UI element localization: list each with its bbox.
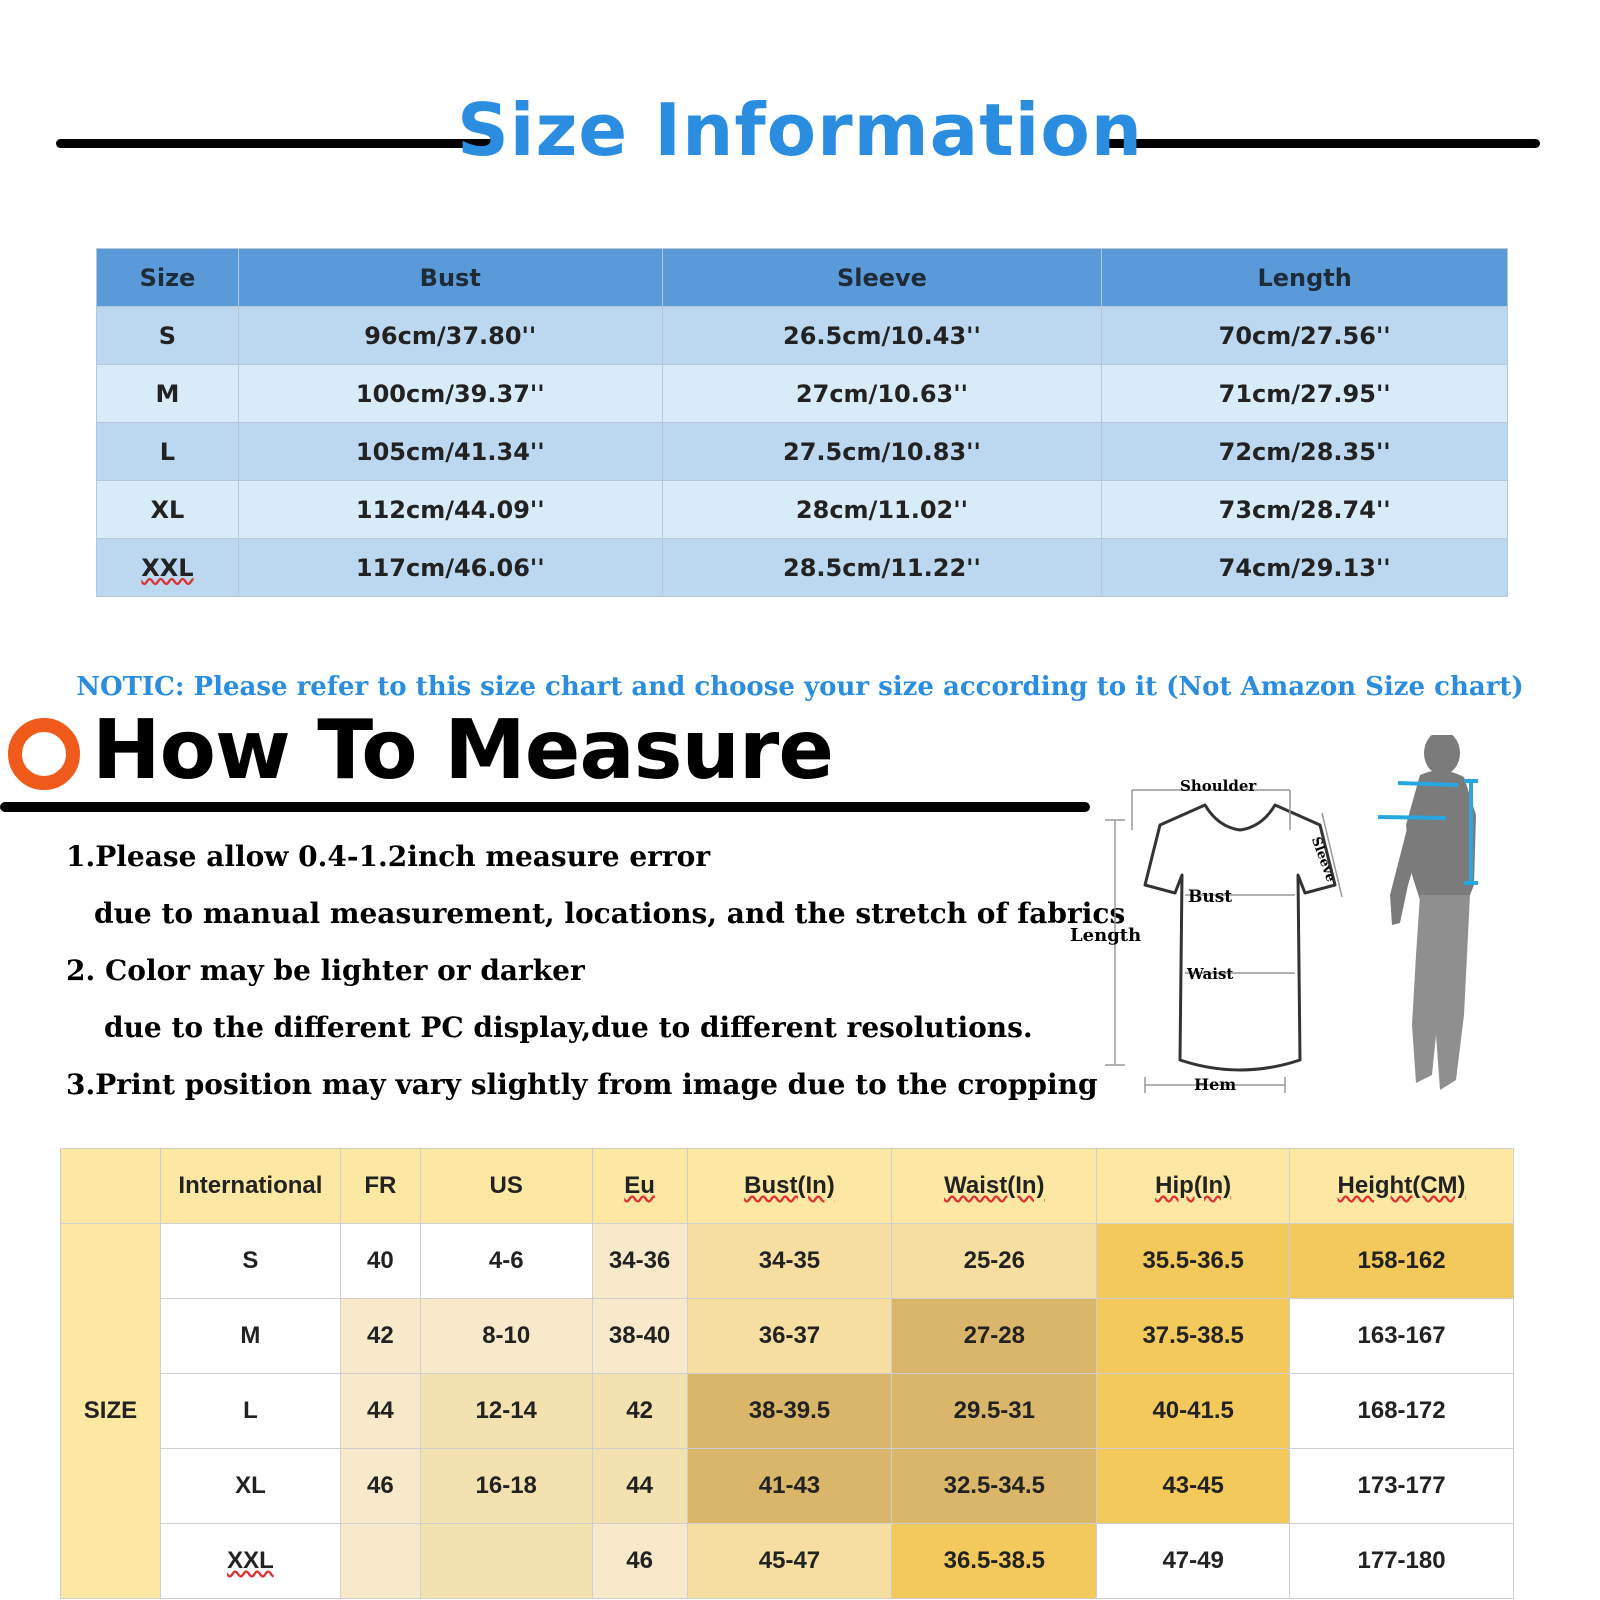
table-cell: 16-18 (420, 1449, 592, 1524)
note-line: 3.Print position may vary slightly from image due to the cropping (66, 1068, 1098, 1101)
table-cell: 44 (592, 1449, 687, 1524)
cell: 71cm/27.95'' (1102, 365, 1508, 423)
table-cell: 158-162 (1290, 1224, 1514, 1299)
header-hip-in: Hip(In) (1097, 1149, 1290, 1224)
conversion-table (60, 1148, 1514, 1599)
conversion-body (61, 1224, 1514, 1599)
table-cell: 163-167 (1290, 1299, 1514, 1374)
table-row (61, 1524, 1514, 1599)
table-cell: 43-45 (1097, 1449, 1290, 1524)
table-row (97, 539, 1508, 597)
header-us: US (420, 1149, 592, 1224)
header-international: International (160, 1149, 340, 1224)
header-empty (61, 1149, 161, 1224)
note-line: 2. Color may be lighter or darker (66, 954, 585, 987)
table-cell: L (160, 1374, 340, 1449)
table-cell: 46 (592, 1524, 687, 1599)
header-length: Length (1102, 249, 1508, 307)
cell: 74cm/29.13'' (1102, 539, 1508, 597)
cell: 72cm/28.35'' (1102, 423, 1508, 481)
table-cell: 40 (340, 1224, 420, 1299)
sleeve-label: Sleeve (1307, 835, 1338, 885)
cell: 112cm/44.09'' (238, 481, 662, 539)
table-cell: 46 (340, 1449, 420, 1524)
table-cell: 41-43 (687, 1449, 892, 1524)
length-label: Length (1070, 925, 1142, 946)
table-row (97, 423, 1508, 481)
size-xxl: XXL (141, 553, 194, 582)
cell: 105cm/41.34'' (238, 423, 662, 481)
size-group-label: SIZE (61, 1224, 161, 1599)
how-to-measure-heading: How To Measure (92, 703, 833, 798)
table-cell (160, 1524, 340, 1599)
table-row (61, 1374, 1514, 1449)
table-cell (420, 1524, 592, 1599)
cell: 28.5cm/11.22'' (662, 539, 1102, 597)
header-bust: Bust (238, 249, 662, 307)
table-row (61, 1299, 1514, 1374)
table-cell: 34-36 (592, 1224, 687, 1299)
table-cell: 34-35 (687, 1224, 892, 1299)
size-table (96, 248, 1508, 597)
cell: 26.5cm/10.43'' (662, 307, 1102, 365)
cell: 96cm/37.80'' (238, 307, 662, 365)
table-cell: XL (160, 1449, 340, 1524)
table-cell: 38-40 (592, 1299, 687, 1374)
table-cell: 27-28 (892, 1299, 1097, 1374)
header-waist-in: Waist(In) (892, 1149, 1097, 1224)
table-cell: 40-41.5 (1097, 1374, 1290, 1449)
cell: 70cm/27.56'' (1102, 307, 1508, 365)
table-cell: 168-172 (1290, 1374, 1514, 1449)
cell: 73cm/28.74'' (1102, 481, 1508, 539)
header-fr: FR (340, 1149, 420, 1224)
size-chart-notice: NOTIC: Please refer to this size chart and choose your size according to it (Not Amazon Size chart) (76, 672, 1524, 702)
table-cell: 45-47 (687, 1524, 892, 1599)
table-cell: 44 (340, 1374, 420, 1449)
cell: 117cm/46.06'' (238, 539, 662, 597)
conversion-header-row (61, 1149, 1514, 1224)
cell: S (97, 307, 239, 365)
table-cell (340, 1524, 420, 1599)
cell: 27.5cm/10.83'' (662, 423, 1102, 481)
table-row (61, 1224, 1514, 1299)
table-cell: 177-180 (1290, 1524, 1514, 1599)
table-cell: 8-10 (420, 1299, 592, 1374)
cell: L (97, 423, 239, 481)
cell: XL (97, 481, 239, 539)
table-row (97, 365, 1508, 423)
header-sleeve: Sleeve (662, 249, 1102, 307)
header-eu: Eu (592, 1149, 687, 1224)
table-cell: 4-6 (420, 1224, 592, 1299)
size-table-header (97, 249, 1508, 307)
header-bust-in: Bust(In) (687, 1149, 892, 1224)
cell: M (97, 365, 239, 423)
heading-rule (0, 802, 1090, 812)
header-size: Size (97, 249, 239, 307)
cell: 28cm/11.02'' (662, 481, 1102, 539)
hem-label: Hem (1194, 1075, 1237, 1094)
figure-silhouette (1390, 735, 1476, 1090)
cell (97, 539, 239, 597)
table-cell: 29.5-31 (892, 1374, 1097, 1449)
page-title: Size Information (456, 88, 1144, 172)
table-cell: 47-49 (1097, 1524, 1290, 1599)
ring-icon (8, 718, 80, 790)
note-line: 1.Please allow 0.4-1.2inch measure error (66, 840, 711, 873)
table-cell: 35.5-36.5 (1097, 1224, 1290, 1299)
table-cell: 25-26 (892, 1224, 1097, 1299)
waist-label: Waist (1187, 965, 1234, 983)
measurement-diagram (1070, 735, 1600, 1125)
table-cell: 12-14 (420, 1374, 592, 1449)
table-cell: 36-37 (687, 1299, 892, 1374)
table-cell: 37.5-38.5 (1097, 1299, 1290, 1374)
table-row (97, 307, 1508, 365)
table-cell: 173-177 (1290, 1449, 1514, 1524)
cell: 100cm/39.37'' (238, 365, 662, 423)
table-cell: M (160, 1299, 340, 1374)
table-row (97, 481, 1508, 539)
bust-label: Bust (1188, 887, 1233, 907)
table-row (61, 1449, 1514, 1524)
table-cell: 32.5-34.5 (892, 1449, 1097, 1524)
note-line: due to the different PC display,due to different resolutions. (104, 1011, 1033, 1044)
header-height-cm: Height(CM) (1290, 1149, 1514, 1224)
shoulder-label: Shoulder (1180, 777, 1257, 795)
table-cell: S (160, 1224, 340, 1299)
table-cell: 42 (592, 1374, 687, 1449)
table-cell: 42 (340, 1299, 420, 1374)
size-xxl: XXL (227, 1547, 274, 1574)
cell: 27cm/10.63'' (662, 365, 1102, 423)
note-line: due to manual measurement, locations, and the stretch of fabrics (94, 897, 1126, 930)
table-cell: 36.5-38.5 (892, 1524, 1097, 1599)
tshirt-diagram-icon (1090, 735, 1600, 1125)
table-cell: 38-39.5 (687, 1374, 892, 1449)
